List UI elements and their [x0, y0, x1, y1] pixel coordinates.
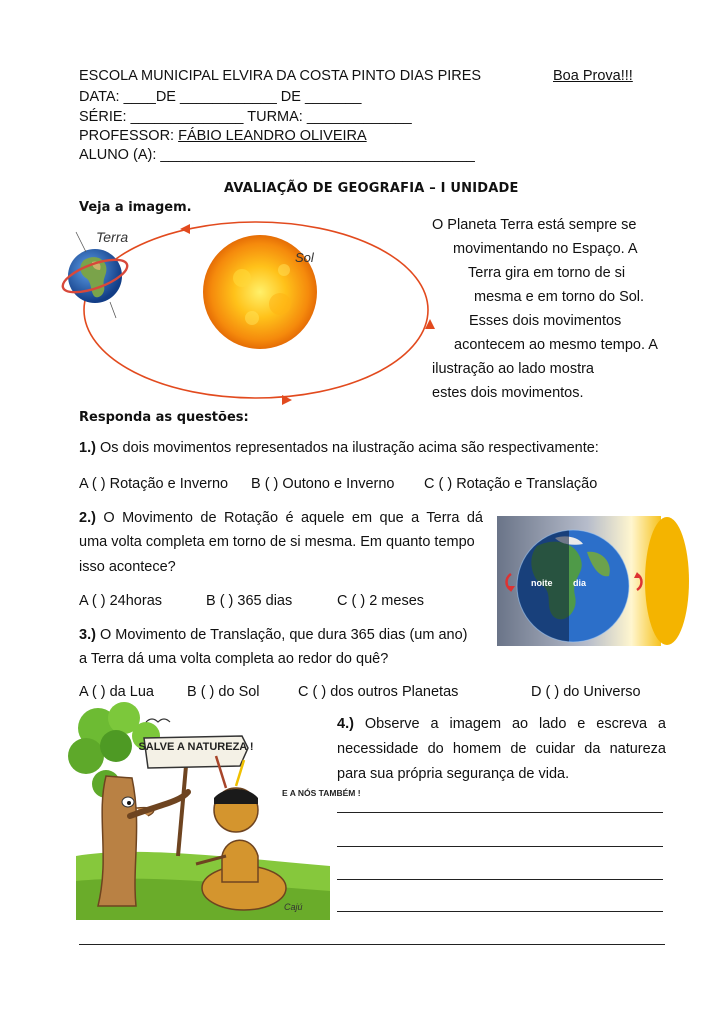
- question-4-text: para sua própria segurança de vida.: [337, 766, 570, 782]
- series-line: SÉRIE: ______________ TURMA: _____________: [79, 109, 412, 125]
- q1-option-a[interactable]: A ( ) Rotação e Inverno: [79, 476, 229, 492]
- description-line: mesma e em torno do Sol.: [474, 289, 645, 305]
- description-line: Esses dois movimentos: [469, 313, 622, 329]
- nature-cartoon: [76, 706, 361, 920]
- question-number: 3.): [79, 627, 96, 643]
- q1-option-b[interactable]: B ( ) Outono e Inverno: [251, 476, 395, 492]
- earth-pointer: [76, 232, 86, 252]
- q3-option-c[interactable]: C ( ) dos outros Planetas: [298, 684, 459, 700]
- teacher-label: PROFESSOR:: [79, 128, 179, 144]
- date-line: DATA: ____DE ____________ DE _______: [79, 89, 362, 105]
- answer-line[interactable]: [337, 911, 663, 912]
- sun-label: Sol: [295, 250, 314, 265]
- q3-option-a[interactable]: A ( ) da Lua: [79, 684, 154, 700]
- artist-signature: Cajú: [284, 902, 303, 912]
- question-number: 4.): [337, 716, 354, 732]
- school-name: ESCOLA MUNICIPAL ELVIRA DA COSTA PINTO DIAS PIRES: [79, 68, 482, 84]
- question-1: [79, 437, 599, 459]
- q2-option-c[interactable]: C ( ) 2 meses: [337, 593, 425, 609]
- question-number: 2.): [79, 510, 96, 526]
- earth-pointer: [110, 302, 116, 318]
- description-line: acontecem ao mesmo tempo. A: [454, 337, 658, 353]
- day-label: dia: [573, 578, 587, 588]
- intro-label: Veja a imagem.: [79, 200, 192, 215]
- earth-label: Terra: [96, 229, 129, 245]
- question-3: [79, 624, 467, 646]
- description-line: estes dois movimentos.: [432, 385, 584, 401]
- question-text: Os dois movimentos representados na ilustração acima são respectivamente:: [95, 440, 599, 456]
- night-label: noite: [531, 578, 553, 588]
- orbit-arrow: [180, 224, 190, 234]
- teacher-name: FÁBIO LEANDRO OLIVEIRA: [178, 128, 367, 144]
- greeting: Boa Prova!!!: [553, 68, 633, 84]
- question-4-text: necessidade do homem de cuidar da natureza: [337, 741, 666, 757]
- sign-text: SALVE A NATUREZA !: [138, 741, 254, 753]
- question-2-text: uma volta completa em torno de si mesma. Em quanto tempo: [79, 534, 475, 550]
- speech-bubble-text: E A NÓS TAMBÉM !: [282, 788, 361, 798]
- q2-option-b[interactable]: B ( ) 365 dias: [206, 593, 293, 609]
- orbit-illustration: [66, 212, 446, 410]
- tree-trunk: [98, 776, 137, 906]
- answer-line[interactable]: [337, 846, 663, 847]
- student-line: ALUNO (A): _______________________________________: [79, 147, 475, 163]
- description-line: movimentando no Espaço. A: [453, 241, 638, 257]
- answer-line[interactable]: [79, 944, 665, 945]
- earth-icon: [59, 249, 131, 303]
- q1-option-c[interactable]: C ( ) Rotação e Translação: [424, 476, 598, 492]
- question-text: Observe a imagem ao lado e escreva a: [353, 716, 666, 732]
- answer-line[interactable]: [337, 812, 663, 813]
- q3-option-b[interactable]: B ( ) do Sol: [187, 684, 260, 700]
- description-line: O Planeta Terra está sempre se: [432, 217, 637, 233]
- teacher-line: [79, 126, 367, 146]
- question-4: [337, 713, 666, 735]
- question-number: 1.): [79, 440, 96, 456]
- description-line: ilustração ao lado mostra: [432, 361, 594, 377]
- earth-day-night-image: [497, 516, 661, 646]
- question-text: O Movimento de Rotação é aquele em que a Terra dá: [95, 510, 483, 526]
- description-line: Terra gira em torno de si: [468, 265, 626, 281]
- page-title: AVALIAÇÃO DE GEOGRAFIA – I UNIDADE: [224, 181, 519, 196]
- answer-label: Responda as questões:: [79, 410, 249, 425]
- q2-option-a[interactable]: A ( ) 24horas: [79, 593, 163, 609]
- question-2-text: isso acontece?: [79, 559, 176, 575]
- answer-line[interactable]: [337, 879, 663, 880]
- question-text: O Movimento de Translação, que dura 365 dias (um ano): [95, 627, 468, 643]
- question-3-text: a Terra dá uma volta completa ao redor do quê?: [79, 651, 389, 667]
- q3-option-d[interactable]: D ( ) do Universo: [531, 684, 641, 700]
- question-2: [79, 507, 483, 529]
